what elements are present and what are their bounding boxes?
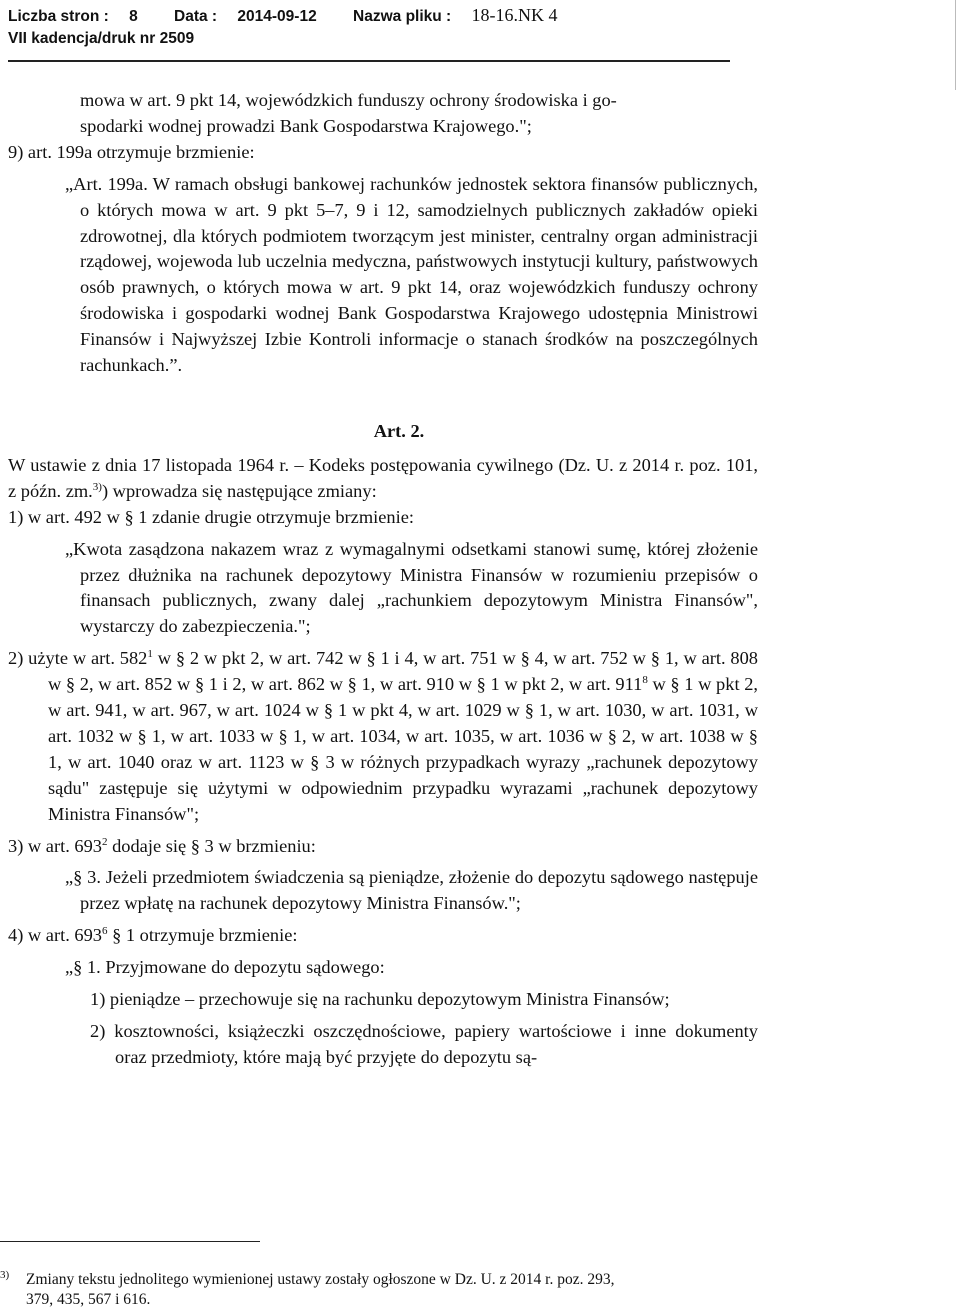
document-date: Data : 2014-09-12 [174, 8, 317, 25]
list-item-1-quote: „Kwota zasądzona nakazem wraz z wymagalnymi odsetkami stanowi sumę, której złożenie przez dłużnika na rachunek depozytowy Ministra Finansów w rozumieniu przepisów o finansach publicznych, zwany dalej „rachunkiem depozytowym Ministra Finansów", wystarczy do zabezpieczenia."; [65, 538, 758, 637]
paragraph-continuation-1: mowa w art. 9 pkt 14, wojewódzkich funduszy ochrony środowiska i go- [80, 90, 617, 110]
document-header [8, 4, 768, 50]
article-199a-text: „Art. 199a. W ramach obsługi bankowej rachunków jednostek sektora finansów publicznych, o których mowa w art. 9 pkt 5–7, 9 i 12, samodzielnych publicznych zakładów opieki zdrowotnej, dla których podmiotem tworzącym jest minister, centralny organ administracji rządowej, wojewoda lub uczelnia medyczna, państwowych instytucji kultury, państwowych osób prawnych, o których mowa w art. 9 pkt 14, oraz wojewódzkich funduszy ochrony środowiska i gospodarki wodnej Bank Gospodarstwa Krajowego udostępnia Ministrowi Finansów i Najwyższej Izbie Kontroli informacje o stanach środków na poszczególnych rachunkach.”. [65, 173, 758, 376]
file-name: Nazwa pliku : 18-16.NK 4 [353, 5, 558, 25]
page-count: Liczba stron : 8 [8, 8, 138, 25]
footnote: 3) Zmiany tekstu jednolitego wymienionej ustawy zostały ogłoszone w Dz. U. z 2014 r. poz. 293, 379, 435, 567 i 616. [0, 1270, 760, 1310]
sub-item-2: 2) kosztowności, książeczki oszczędnościowe, papiery wartościowe i inne dokumenty oraz przedmioty, które mają być przyjęte do depozytu są- [90, 1021, 758, 1067]
header-rule [8, 60, 730, 62]
sub-item-1: 1) pieniądze – przechowuje się na rachunku depozytowym Ministra Finansów; [90, 989, 670, 1010]
list-item-4: 4) w art. $693^6$ § 1 otrzymuje brzmienie: [8, 925, 298, 946]
list-item-4-quote: „§ 1. Przyjmowane do depozytu sądowego: [65, 957, 385, 978]
article-2-intro: W ustawie z dnia 17 listopada 1964 r. – Kodeks postępowania cywilnego (Dz. U. z 2014 r. poz. 101, z późn. zm.$^{3)}$) wprowadza się następujące zmiany: [8, 454, 758, 501]
article-2-heading: Art. 2. [373, 420, 425, 441]
document-body [8, 88, 758, 1071]
footnote-text-continued: 379, 435, 567 i 616. [26, 1291, 151, 1308]
footnote-text: Zmiany tekstu jednolitego wymienionej ustawy zostały ogłoszone w Dz. U. z 2014 r. poz. 293, [26, 1271, 615, 1288]
footnote-rule [0, 1241, 260, 1242]
list-item-9: 9) art. 199a otrzymuje brzmienie: [8, 141, 255, 162]
header-meta-row [8, 4, 768, 28]
list-item-3-quote: „§ 3. Jeżeli przedmiotem świadczenia są pieniądze, złożenie do depozytu sądowego następuje przez wpłatę na rachunek depozytowy Ministra Finansów."; [65, 867, 758, 914]
list-item-3: 3) w art. $693^2$ dodaje się § 3 w brzmieniu: [8, 835, 316, 856]
list-item-1: 1) w art. 492 w § 1 zdanie drugie otrzymuje brzmienie: [8, 506, 414, 527]
footnote-ref: 3) [92, 480, 102, 493]
paragraph-continuation-2: spodarki wodnej prowadzi Bank Gospodarstwa Krajowego."; [80, 115, 532, 136]
list-item-2: 2) użyte w art. $582^1$ w § 2 w pkt 2, w art. 742 w § 1 i 4, w art. 751 w § 4, w art. 752 w § 1, w art. 808 w § 2, w art. 852 w § 1 i 2, w art. 862 w § 1, w art. 910 w § 1 w pkt 2, w art. $911^8$ w § 1 w pkt 2, w art. 941, w art. 967, w art. 1024 w § 1 w pkt 4, w art. 1029 w § 1, w art. 1030, w art. 1031, w art. 1032 w § 1, w art. 1033 w § 1, w art. 1034, w art. 1035, w art. 1036 w § 2, w art. 1038 w § 1, w art. 1040 oraz w art. 1123 w § 3 w różnych przypadkach wyrazy „rachunek depozytowy sądu" zastępuje się użytymi w odpowiednim przypadku wyrazami „rachunek depozytowy Ministra Finansów"; [8, 648, 758, 824]
term-line: VII kadencja/druk nr 2509 [8, 30, 195, 47]
scan-edge-line [955, 0, 956, 90]
